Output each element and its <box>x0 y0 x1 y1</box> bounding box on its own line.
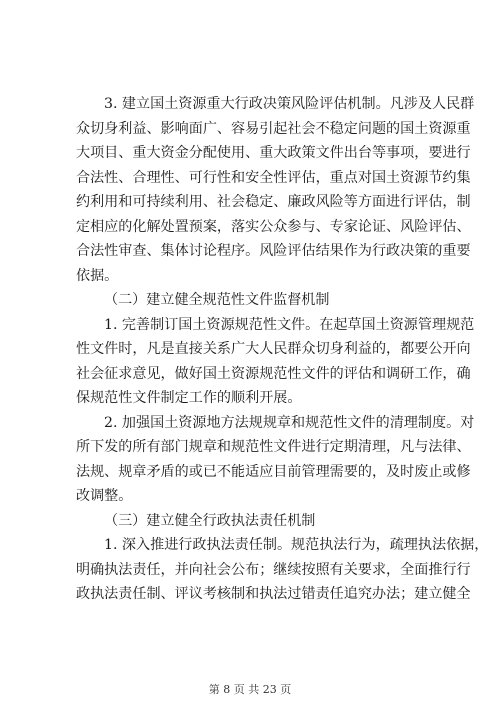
text-line: 定相应的化解处置预案，落实公众参与、专家论证、风险评估、 <box>76 218 471 235</box>
text-line: 合法性、合理性、可行性和安全性评估，重点对国土资源节约集 <box>76 169 471 186</box>
text-line: 社会征求意见，做好国土资源规范性文件的评估和调研工作，确 <box>76 365 471 382</box>
text-line: 1. 完善制订国土资源规范性文件。在起草国土资源管理规范 <box>104 316 475 333</box>
paragraph-risk-assessment <box>76 92 475 288</box>
section-heading <box>76 288 428 313</box>
section-heading <box>76 509 428 534</box>
text-line: 合法性审查、集体讨论程序。风险评估结果作为行政决策的重要 <box>76 243 471 259</box>
text-line: 法规、规章矛盾的或已不能适应目前管理需要的，及时废止或修 <box>76 463 471 480</box>
text-line: 所下发的所有部门规章和规范性文件进行定期清理，凡与法律、 <box>76 439 471 455</box>
text-line: 2. 加强国土资源地方法规规章和规范性文件的清理制度。对 <box>104 414 475 431</box>
text-line: 明确执法责任，并向社会公布；继续按照有关要求，全面推行行 <box>76 561 471 578</box>
text-line: 依据。 <box>76 267 119 284</box>
page-number-footer: 第 8 页 共 23 页 <box>208 683 292 696</box>
text-line: 约利用和可持续利用、社会稳定、廉政风险等方面进行评估，制 <box>76 194 471 210</box>
text-line: 政执法责任制、评议考核制和执法过错责任追究办法；建立健全 <box>76 586 471 602</box>
paragraph-cleanup-system <box>76 411 475 509</box>
text-line: 大项目、重大资金分配使用、重大政策文件出台等事项，要进行 <box>76 145 471 161</box>
heading-text: （三）建立健全行政执法责任机制 <box>104 512 316 529</box>
paragraph-normative-documents <box>76 313 475 411</box>
text-line: 改调整。 <box>76 488 133 504</box>
text-line: 1. 深入推进行政执法责任制。规范执法行为，疏理执法依据， <box>104 537 489 553</box>
text-line: 众切身利益、影响面广、容易引起社会不稳定问题的国土资源重 <box>76 120 471 137</box>
paragraph-enforcement-responsibility <box>76 533 489 607</box>
text-line: 性文件时，凡是直接关系广大人民群众切身利益的，都要公开向 <box>76 341 471 357</box>
heading-text: （二）建立健全规范性文件监督机制 <box>104 292 330 308</box>
text-line: 保规范性文件制定工作的顺利开展。 <box>76 390 302 406</box>
text-line: 3. 建立国土资源重大行政决策风险评估机制。凡涉及人民群 <box>104 96 475 112</box>
document-body <box>76 92 489 607</box>
